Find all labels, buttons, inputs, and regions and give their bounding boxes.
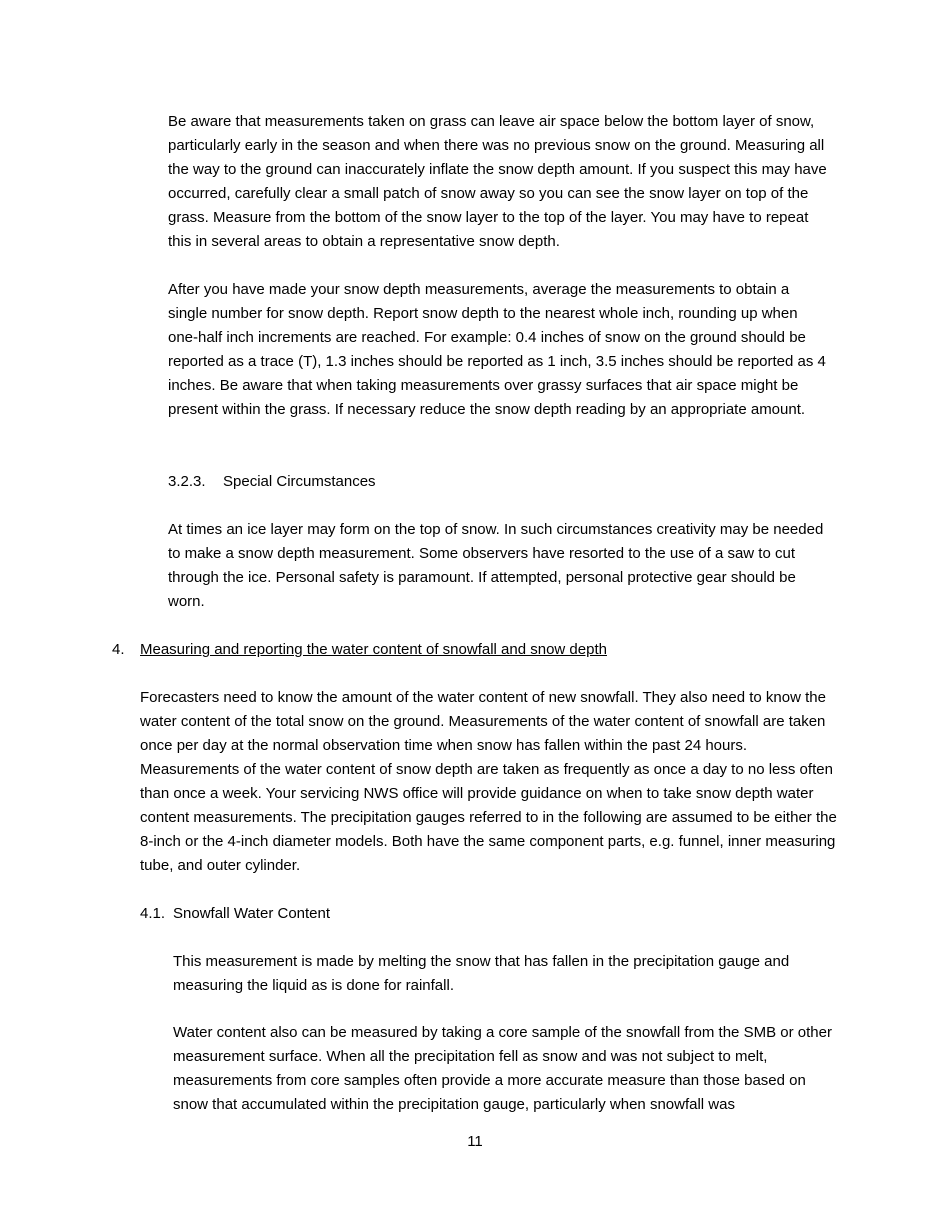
paragraph-melting: This measurement is made by melting the snow that has fallen in the precipitation gauge and measuring the liquid as is done for rainfall. (173, 953, 790, 994)
heading-number: 4.1. (140, 905, 166, 922)
heading-3-2-3 (168, 470, 830, 494)
paragraph-ice-layer: At times an ice layer may form on the top of snow. In such circumstances creativity may be needed to make a snow depth measurement. Some observers have resorted to the use of a saw to cut through the ice. Personal safety is paramount. If attempted, personal protective gear should be worn. (168, 521, 824, 610)
paragraph-forecasters: Forecasters need to know the amount of the water content of new snowfall. They also need to know the water content of the total snow on the ground. Measurements of the water content of snowfall are taken once per day at the normal observation time when snow has fallen within the past 24 hours. Measurements of the water content of snow depth are taken as frequently as once a day to no less often than once a week. Your servicing NWS office will provide guidance on when to take snow depth water content measurements. The precipitation gauges referred to in the following are assumed to be either the 8-inch or the 4-inch diameter models. Both have the same component parts, e.g. funnel, inner measuring tube, and outer cylinder. (140, 689, 837, 874)
page-number: 11 (467, 1133, 483, 1150)
heading-title: Special Circumstances (223, 473, 376, 490)
heading-number: 3.2.3. (168, 473, 206, 490)
paragraph-grass-air-space: Be aware that measurements taken on grass can leave air space below the bottom layer of snow, particularly early in the season and when there was no previous snow on the ground. Measuring all the way to the ground can inaccurately inflate the snow depth amount. If you suspect this may have occurred, carefully clear a small patch of snow away so you can see the snow layer on top of the grass. Measure from the bottom of the snow layer to the top of the layer. You may have to repeat this in several areas to obtain a representative snow depth. (168, 113, 827, 250)
heading-number: 4. (112, 641, 125, 658)
heading-title: Snowfall Water Content (173, 905, 331, 922)
heading-4 (112, 638, 832, 662)
paragraph-core-sample: Water content also can be measured by taking a core sample of the snowfall from the SMB or other measurement surface. When all the precipitation fell as snow and was not subject to melt, measurements from core samples often provide a more accurate measure than those based on snow that accumulated within the precipitation gauge, particularly when snowfall was (173, 1024, 832, 1113)
heading-4-1 (140, 902, 840, 926)
heading-title: Measuring and reporting the water content of snowfall and snow depth (140, 641, 607, 658)
paragraph-averaging: After you have made your snow depth measurements, average the measurements to obtain a single number for snow depth. Report snow depth to the nearest whole inch, rounding up when one-half inch increments are reached. For example: 0.4 inches of snow on the ground should be reported as a trace (T), 1.3 inches should be reported as 1 inch, 3.5 inches should be reported as 4 inches. Be aware that when taking measurements over grassy surfaces that air space might be present within the grass. If necessary reduce the snow depth reading by an appropriate amount. (168, 281, 826, 418)
